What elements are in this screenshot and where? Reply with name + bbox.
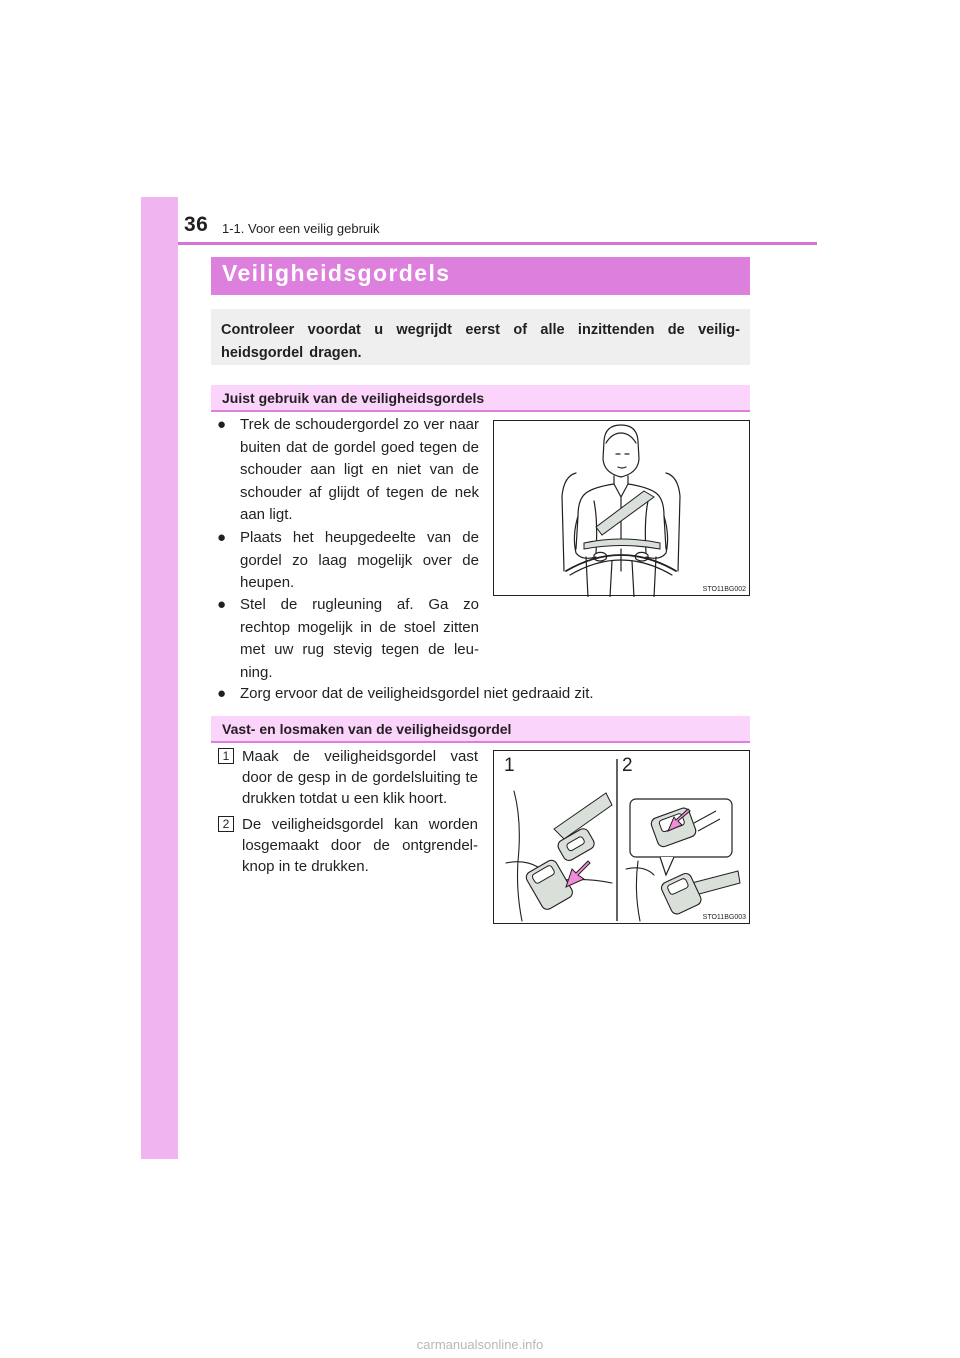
list-item-text: Trek de schoudergordel zo ver naar buiten dat de gordel goed tegen de schouder aan ligt en niet van de schouder af glijdt of tegen de nek aan ligt. [240, 416, 479, 523]
bullet-icon: ● [217, 529, 227, 546]
figure-code: STO11BG002 [702, 586, 746, 593]
section-heading-text: Vast- en losmaken van de veiligheidsgordel [222, 721, 512, 737]
section-heading-correct-use [211, 385, 750, 412]
step-text: De veiligheidsgordel kan worden losgemaakt door de ontgrendel-knop in te drukken. [242, 816, 478, 875]
list-item [217, 683, 740, 706]
list-item-text: Plaats het heupgedeelte van de gordel zo laag mogelijk over de heupen. [240, 529, 479, 591]
passenger-seatbelt-drawing [494, 421, 751, 597]
buckle-drawing [494, 751, 751, 925]
page-title: Veiligheidsgordels [222, 260, 451, 286]
list-item [217, 594, 479, 684]
buckle-illustration [493, 750, 750, 924]
section-heading-fasten-release [211, 716, 750, 743]
list-item [217, 527, 479, 595]
step-text: Maak de veiligheidsgordel vast door de gesp in de gordelsluiting te drukken totdat u een klik hoort. [242, 748, 478, 807]
section-heading-text: Juist gebruik van de veiligheidsgordels [222, 390, 485, 406]
list-item-text: Zorg ervoor dat de veiligheidsgordel niet gedraaid zit. [240, 685, 594, 702]
seated-passenger-illustration [493, 420, 750, 596]
step-number-badge: 1 [218, 748, 234, 764]
figure-label: 2 [622, 755, 633, 776]
watermark: carmanualsonline.info [416, 1337, 544, 1352]
step-number-badge: 2 [218, 816, 234, 832]
bullet-icon: ● [217, 685, 227, 702]
running-header: 1-1. Voor een veilig gebruik [222, 221, 380, 236]
figure-label: 1 [504, 755, 515, 776]
page-title-bar [211, 257, 750, 295]
header-divider [178, 242, 817, 245]
list-item [217, 414, 479, 527]
page-number: 36 [184, 213, 209, 236]
figure-code: STO11BG003 [702, 914, 746, 921]
intro-box: Controleer voordat u wegrijdt eerst of alle inzittenden de veilig-heidsgordel dragen. [211, 309, 750, 365]
bullet-icon: ● [217, 416, 227, 433]
bullet-icon: ● [217, 596, 227, 613]
chapter-sidebar-tab [141, 197, 178, 1159]
list-item-text: Stel de rugleuning af. Ga zo rechtop mogelijk in de stoel zitten met uw rug stevig tegen de leu-ning. [240, 596, 479, 681]
